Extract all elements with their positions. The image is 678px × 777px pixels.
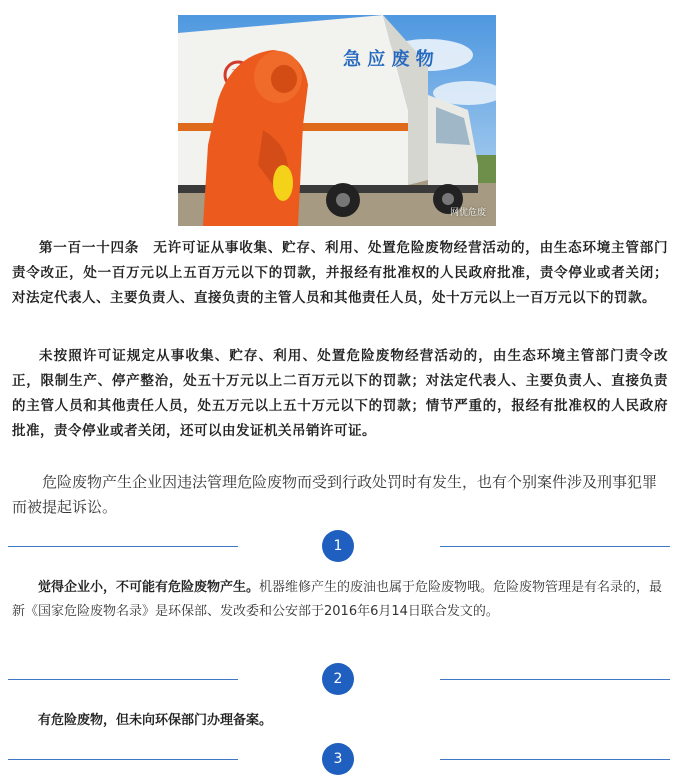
section-number-badge: 2 [322,663,354,695]
section-2-paragraph [12,709,668,733]
hazmat-truck-photo [178,15,496,226]
divider-line-left [8,679,238,680]
divider-line-right [440,546,670,547]
divider-line-left [8,546,238,547]
section-divider-1 [0,530,678,564]
law-article-114-paragraph-2 [12,344,668,444]
watermark-text: 网优危废 [449,208,486,218]
truck-side-text: 急 应 废 物 [343,49,434,70]
section-number-badge: 3 [322,743,354,775]
section-1-text: 机器维修产生的废油也属于危险废物哦。危险废物管理是有名录的，最新《国家危险废物名录》是环保部、发改委和公安部于2016年6月14日联合发文的。 [12,580,663,619]
section-1-paragraph [12,576,668,624]
photo-illustration [178,15,496,226]
law-article-114-paragraph-1 [12,236,668,311]
section-divider-2 [0,663,678,697]
divider-line-left [8,759,238,760]
law-paragraph-text: 第一百一十四条 无许可证从事收集、贮存、利用、处置危险废物经营活动的，由生态环境主管部门责令改正，处一百万元以上五百万元以下的罚款，并报经有批准权的人民政府批准，责令停业或者关闭；对法定代表人、主要负责人、直接负责的主管人员和其他责任人员，处十万元以上一百万元以下的罚款。 [12,240,668,306]
summary-paragraph: 危险废物产生企业因违法管理危险废物而受到行政处罚时有发生，也有个别案件涉及刑事犯罪而被提起诉讼。 [12,473,658,516]
section-divider-3 [0,743,678,777]
divider-line-right [440,679,670,680]
section-1-heading: 觉得企业小，不可能有危险废物产生。 [38,580,260,595]
section-2-heading: 有危险废物，但未向环保部门办理备案。 [38,713,273,728]
section-number-badge: 1 [322,530,354,562]
divider-line-right [440,759,670,760]
law-paragraph-text: 未按照许可证规定从事收集、贮存、利用、处置危险废物经营活动的，由生态环境主管部门责令改正，限制生产、停产整治，处五十万元以上二百万元以下的罚款；对法定代表人、主要负责人、直接负责的主管人员和其他责任人员，处五万元以上五十万元以下的罚款；情节严重的，报经有批准权的人民政府批准，责令停业或者关闭，还可以由发证机关吊销许可证。 [12,348,668,439]
